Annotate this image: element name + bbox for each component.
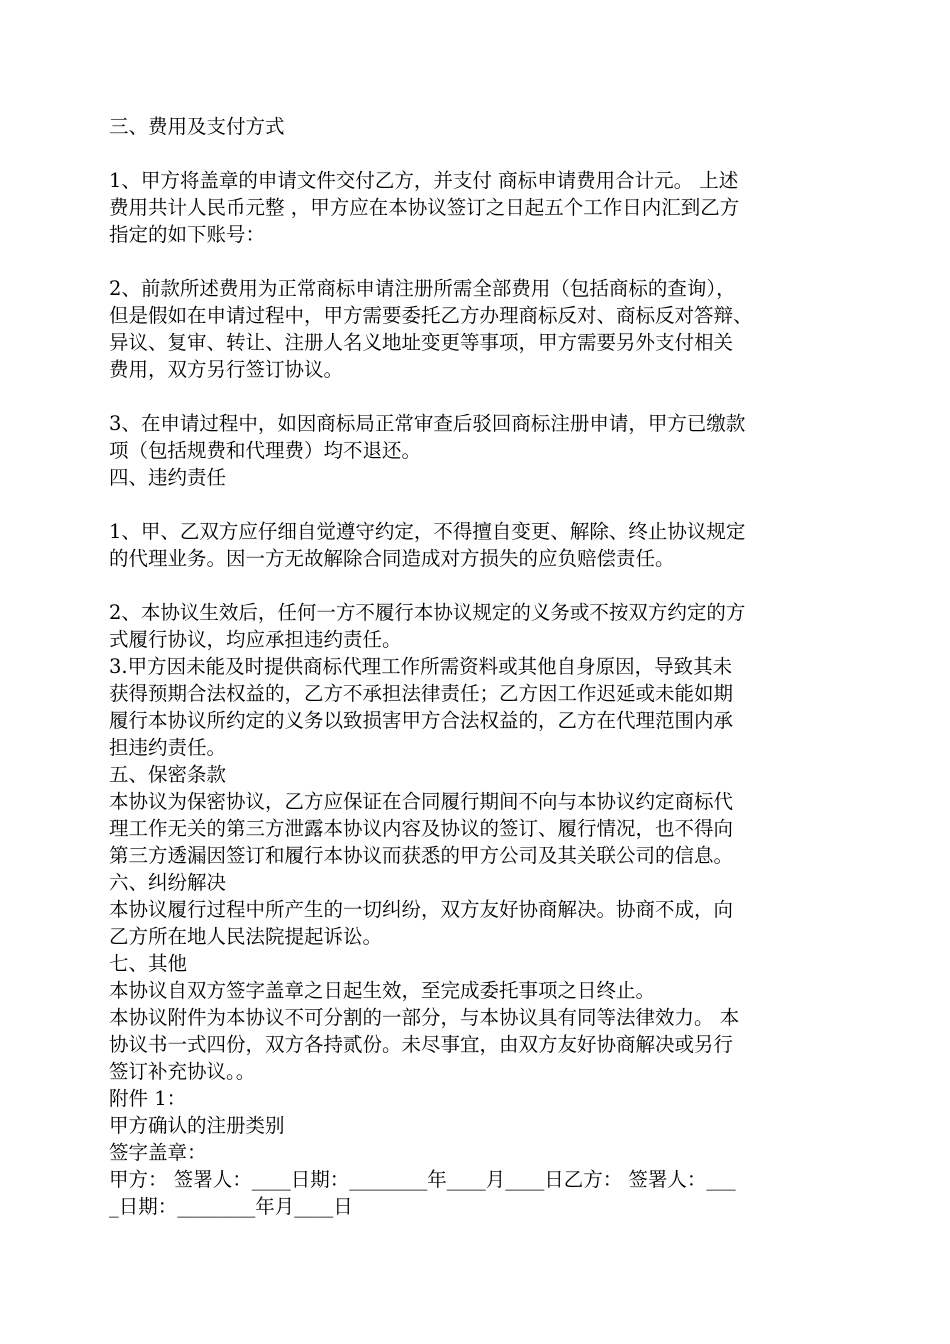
paragraph-line: 签订补充协议。。 [109,1060,256,1083]
paragraph-line: 理工作无关的第三方泄露本协议内容及协议的签订、履行情况，也不得向 [109,817,734,840]
paragraph-line: 本协议为保密协议，乙方应保证在合同履行期间不向与本协议约定商标代 [109,790,734,813]
paragraph-line: 2、前款所述费用为正常商标申请注册所需全部费用（包括商标的查询）， [109,277,736,300]
section-heading-disputes: 六、纠纷解决 [109,871,227,894]
paragraph-line: 协议书一式四份，双方各持贰份。未尽事宜，由双方友好协商解决或另行 [109,1033,734,1056]
paragraph-line: 本协议附件为本协议不可分割的一部分，与本协议具有同等法律效力。 本 [109,1006,740,1029]
attachment-label: 附件 1： [109,1087,187,1110]
paragraph-line: 2、本协议生效后，任何一方不履行本协议规定的义务或不按双方约定的方 [109,601,746,624]
attachment-title: 甲方确认的注册类别 [109,1114,285,1137]
blank-line [109,248,844,275]
paragraph-line: 指定的如下账号： [109,223,266,246]
paragraph-line: 乙方所在地人民法院提起诉讼。 [109,925,383,948]
paragraph-line: 费用共计人民币元整 ，甲方应在本协议签订之日起五个工作日内汇到乙方 [109,196,740,219]
paragraph-line: 履行本协议所约定的义务以致损害甲方合法权益的，乙方在代理范围内承 [109,709,734,732]
paragraph-line: 3.甲方因未能及时提供商标代理工作所需资料或其他自身原因，导致其未 [109,655,733,678]
paragraph-line: 1、甲、乙双方应仔细自觉遵守约定，不得擅自变更、解除、终止协议规定 [109,520,746,543]
blank-line [109,572,844,599]
document-body [109,113,844,1220]
signature-line: 甲方： 签署人：____日期：________年____月____日乙方： 签署人：___ [109,1168,736,1191]
paragraph-line: 获得预期合法权益的，乙方不承担法律责任；乙方因工作迟延或未能如期 [109,682,734,705]
section-heading-confidentiality: 五、保密条款 [109,763,227,786]
signature-line: _日期：________年月____日 [109,1195,353,1218]
section-heading-other: 七、其他 [109,952,188,975]
section-heading-breach: 四、违约责任 [109,466,227,489]
paragraph-line: 本协议自双方签字盖章之日起生效，至完成委托事项之日终止。 [109,979,656,1002]
blank-line [109,383,844,410]
paragraph-line: 异议、复审、转让、注册人名义地址变更等事项，甲方需要另外支付相关 [109,331,734,354]
paragraph-line: 第三方透漏因签订和履行本协议而获悉的甲方公司及其关联公司的信息。 [109,844,734,867]
paragraph-line: 担违约责任。 [109,736,227,759]
paragraph-line: 1、甲方将盖章的申请文件交付乙方，并支付 商标申请费用合计元。 上述 [109,169,739,192]
section-heading-fees: 三、费用及支付方式 [109,115,285,138]
paragraph-line: 项（包括规费和代理费）均不退还。 [109,439,422,462]
paragraph-line: 本协议履行过程中所产生的一切纠纷，双方友好协商解决。协商不成，向 [109,898,734,921]
paragraph-line: 费用，双方另行签订协议。 [109,358,344,381]
signature-heading: 签字盖章： [109,1141,207,1164]
paragraph-line: 的代理业务。因一方无故解除合同造成对方损失的应负赔偿责任。 [109,547,675,570]
paragraph-line: 3、在申请过程中，如因商标局正常审查后驳回商标注册申请，甲方已缴款 [109,412,746,435]
paragraph-line: 但是假如在申请过程中，甲方需要委托乙方办理商标反对、商标反对答辩、 [109,304,753,327]
blank-line [109,491,844,518]
paragraph-line: 式履行协议，均应承担违约责任。 [109,628,402,651]
blank-line [109,140,844,167]
